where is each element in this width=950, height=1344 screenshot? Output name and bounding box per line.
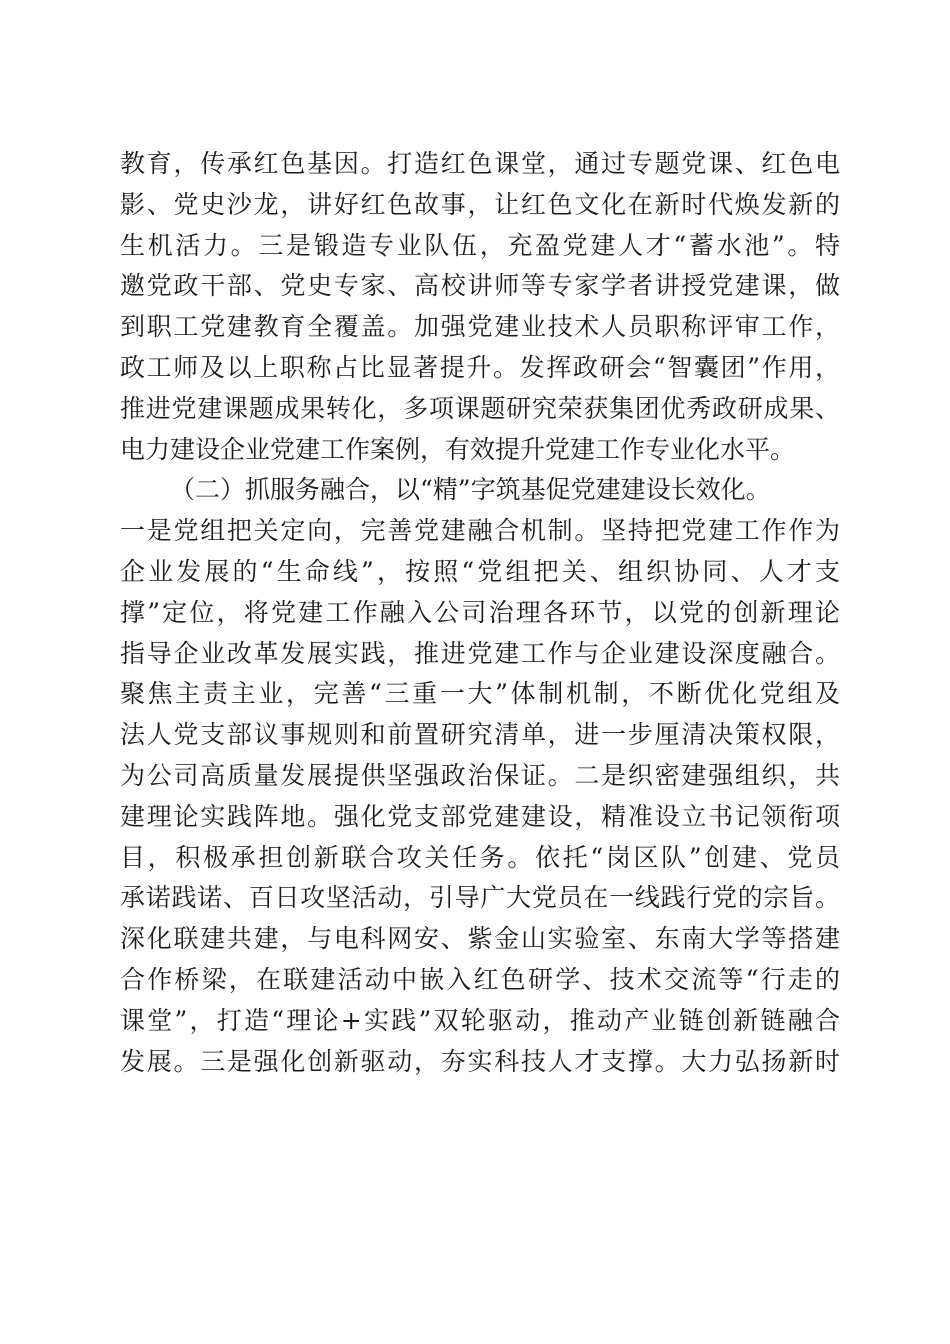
text-line: 建理论实践阵地。强化党支部党建建设，精准设立书记领衔项 xyxy=(120,801,840,831)
text-line: 为公司高质量发展提供坚强政治保证。二是织密建强组织，共 xyxy=(120,760,840,790)
text-line: 到职工党建教育全覆盖。加强党建业技术人员职称评审工作， xyxy=(120,312,840,342)
text-line: 推进党建课题成果转化，多项课题研究荣获集团优秀政研成果、 xyxy=(120,393,840,423)
text-line: 企业发展的“生命线”，按照“党组把关、组织协同、人才支 xyxy=(120,556,840,586)
text-line: 影、党史沙龙，讲好红色故事，让红色文化在新时代焕发新的 xyxy=(120,189,840,219)
text-line: 指导企业改革发展实践，推进党建工作与企业建设深度融合。 xyxy=(120,638,840,668)
text-line: 教育，传承红色基因。打造红色课堂，通过专题党课、红色电 xyxy=(120,149,840,178)
text-line: 合作桥梁，在联建活动中嵌入红色研学、技术交流等“行走的 xyxy=(120,964,840,994)
section-heading: （二）抓服务融合，以“精”字筑基促党建建设长效化。 xyxy=(170,475,771,505)
text-line: 电力建设企业党建工作案例，有效提升党建工作专业化水平。 xyxy=(120,434,796,464)
body-text xyxy=(120,144,840,1082)
text-line: 承诺践诺、百日攻坚活动，引导广大党员在一线践行党的宗旨。 xyxy=(120,883,840,913)
text-line: 发展。三是强化创新驱动，夯实科技人才支撑。大力弘扬新时 xyxy=(120,1046,840,1076)
text-line: 课堂”，打造“理论+实践”双轮驱动，推动产业链创新链融合 xyxy=(120,1005,840,1035)
text-line: 生机活力。三是锻造专业队伍，充盈党建人才“蓄水池”。特 xyxy=(120,230,840,260)
text-line: 撑”定位，将党建工作融入公司治理各环节，以党的创新理论 xyxy=(120,597,840,627)
text-line: 政工师及以上职称占比显著提升。发挥政研会“智囊团”作用， xyxy=(120,352,840,382)
text-line: 一是党组把关定向，完善党建融合机制。坚持把党建工作作为 xyxy=(120,516,840,546)
text-line: 深化联建共建，与电科网安、紫金山实验室、东南大学等搭建 xyxy=(120,924,840,954)
text-line: 聚焦主责主业，完善“三重一大”体制机制，不断优化党组及 xyxy=(120,679,840,709)
text-line: 邀党政干部、党史专家、高校讲师等专家学者讲授党建课，做 xyxy=(120,271,840,301)
text-line: 目，积极承担创新联合攻关任务。依托“岗区队”创建、党员 xyxy=(120,842,840,872)
text-line: 法人党支部议事规则和前置研究清单，进一步厘清决策权限， xyxy=(120,720,840,750)
